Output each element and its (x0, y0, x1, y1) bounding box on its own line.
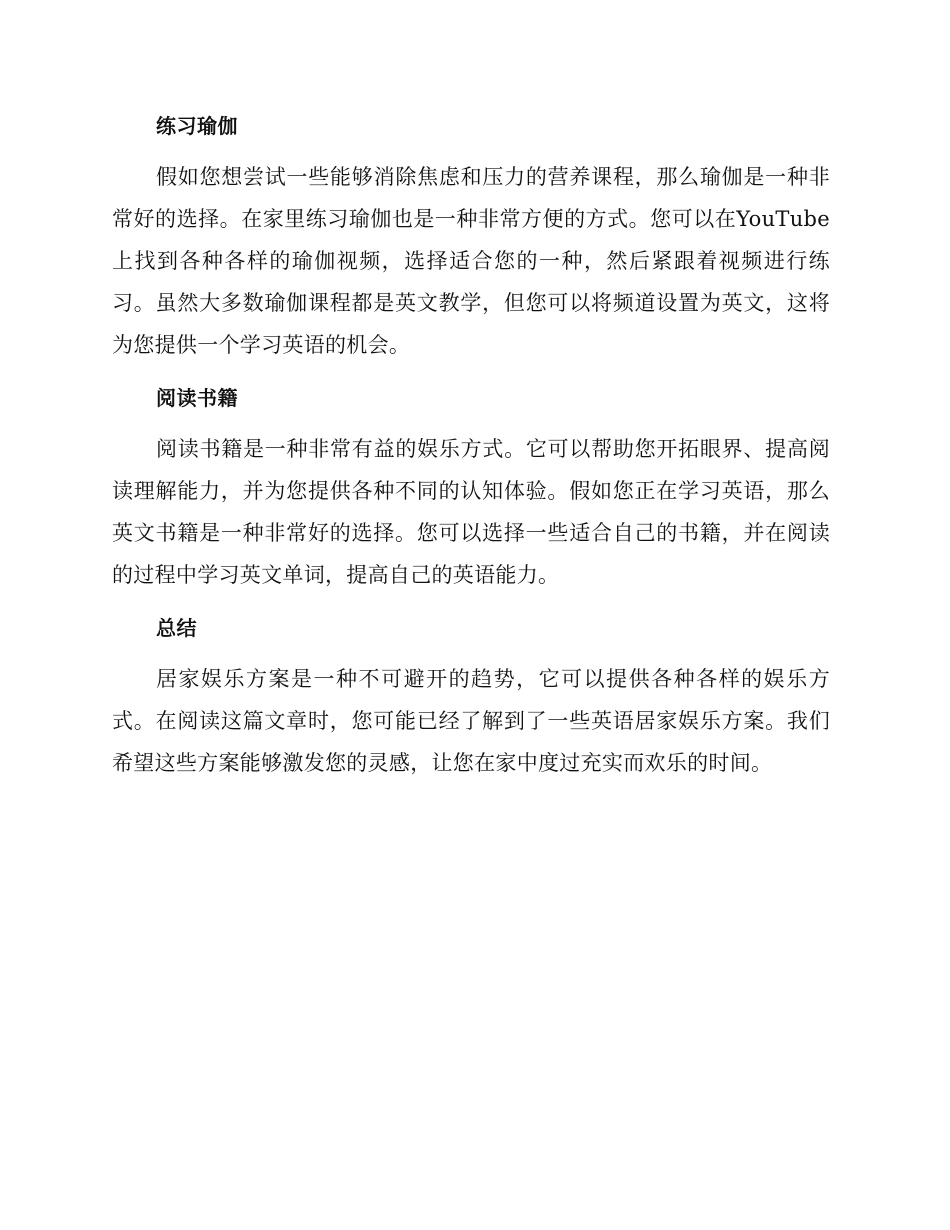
section-heading: 总结 (156, 616, 197, 640)
section-paragraph: 居家娱乐方案是一种不可避开的趋势，它可以提供各种各样的娱乐方式。在阅读这篇文章时，您可能已经了解到了一些英语居家娱乐方案。我们希望这些方案能够激发您的灵感，让您在家中度过充实而欢乐的时间。 (112, 667, 830, 775)
section-heading: 练习瑜伽 (156, 114, 238, 138)
document-page (112, 104, 830, 794)
section-reading (112, 376, 830, 596)
section-heading: 阅读书籍 (156, 386, 238, 410)
section-yoga (112, 104, 830, 366)
section-summary (112, 606, 830, 784)
section-paragraph: 假如您想尝试一些能够消除焦虑和压力的营养课程，那么瑜伽是一种非常好的选择。在家里练习瑜伽也是一种非常方便的方式。您可以在YouTube上找到各种各样的瑜伽视频，选择适合您的一种，然后紧跟着视频进行练习。虽然大多数瑜伽课程都是英文教学，但您可以将频道设置为英文，这将为您提供一个学习英语的机会。 (112, 165, 830, 357)
section-paragraph: 阅读书籍是一种非常有益的娱乐方式。它可以帮助您开拓眼界、提高阅读理解能力，并为您提供各种不同的认知体验。假如您正在学习英语，那么英文书籍是一种非常好的选择。您可以选择一些适合自己的书籍，并在阅读的过程中学习英文单词，提高自己的英语能力。 (112, 437, 830, 587)
